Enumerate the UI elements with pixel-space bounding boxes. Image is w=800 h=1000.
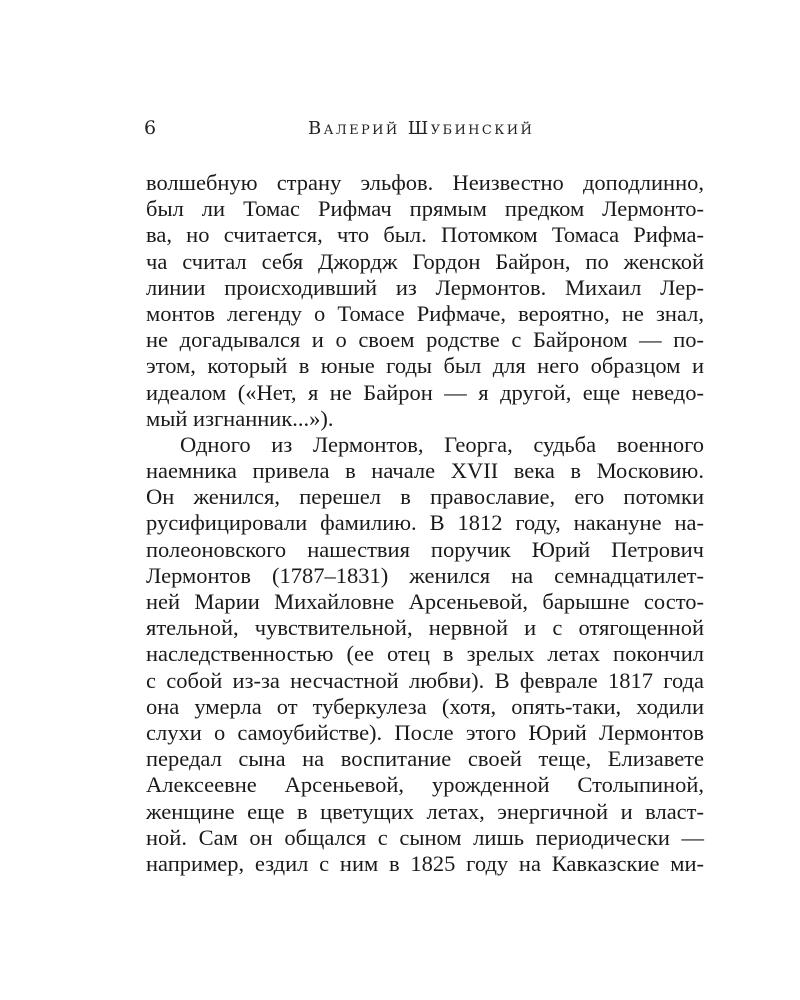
text-line: передал сына на воспитание своей теще, Елизавете (146, 746, 704, 772)
text-line: наследственностью (ее отец в зрелых летах покончил (146, 641, 704, 667)
running-head: Валерий Шубинский (308, 118, 535, 139)
text-line: Лермонтов (1787–1831) женился на семнадцатилет- (146, 562, 704, 588)
text-line: ятельной, чувствительной, нервной и с отягощенной (146, 615, 704, 641)
text-line: этом, который в юные годы был для него образцом и (146, 353, 704, 379)
text-line: например, ездил с ним в 1825 году на Кавказские ми- (146, 850, 704, 876)
text-line: женщине еще в цветущих летах, энергичной и власт- (146, 798, 704, 824)
text-line: монтов легенду о Томасе Рифмаче, вероятно, не знал, (146, 300, 704, 326)
text-line: идеалом («Нет, я не Байрон — я другой, еще неведо- (146, 379, 704, 405)
text-line: не догадывался и о своем родстве с Байроном — по- (146, 327, 704, 353)
paragraph-1 (146, 170, 704, 432)
text-line: полеоновского нашествия поручик Юрий Петрович (146, 536, 704, 562)
body-text (146, 170, 704, 877)
text-line: ча считал себя Джордж Гордон Байрон, по женской (146, 248, 704, 274)
text-line: был ли Томас Рифмач прямым предком Лермонто- (146, 196, 704, 222)
text-line: наемника привела в начале XVII века в Московию. (146, 458, 704, 484)
text-line: она умерла от туберкулеза (хотя, опять-таки, ходили (146, 693, 704, 719)
text-line: русифицировали фамилию. В 1812 году, накануне на- (146, 510, 704, 536)
text-line: с собой из-за несчастной любви). В феврале 1817 года (146, 667, 704, 693)
text-line: ва, но считается, что был. Потомком Томаса Рифма- (146, 222, 704, 248)
text-line: ней Марии Михайловне Арсеньевой, барышне состо- (146, 589, 704, 614)
text-line: Алексеевне Арсеньевой, урожденной Столыпиной, (146, 772, 704, 798)
text-line: волшебную страну эльфов. Неизвестно доподлинно, (146, 170, 704, 195)
text-line: мый изгнанник...»). (146, 405, 334, 431)
paragraph-2 (146, 432, 704, 877)
text-line: линии происходивший из Лермонтов. Михаил Лер- (146, 274, 704, 300)
text-line: Он женился, перешел в православие, его потомки (146, 484, 704, 510)
page-number: 6 (144, 117, 157, 139)
text-line: ной. Сам он общался с сыном лишь периодически — (146, 824, 704, 850)
text-line: слухи о самоубийстве). После этого Юрий Лермонтов (146, 719, 704, 745)
text-line: Одного из Лермонтов, Георга, судьба военного (180, 431, 704, 457)
